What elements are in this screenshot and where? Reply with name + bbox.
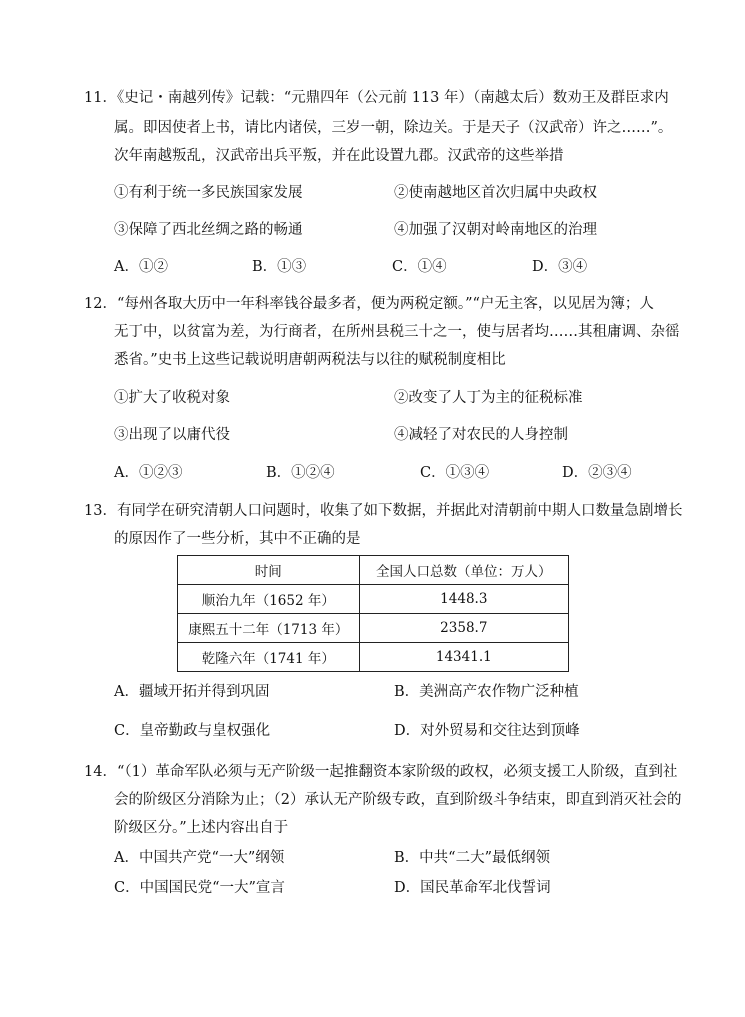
q12-statement-3: ③出现了以庸代役 xyxy=(114,427,230,443)
q14-stem-line-3: 阶级区分。”上述内容出自于 xyxy=(114,820,289,836)
q12-choice-b[interactable]: B．①②④ xyxy=(266,465,335,481)
q14-choice-a[interactable]: A．中国共产党“一大”纲领 xyxy=(114,850,285,866)
table-header-population: 全国人口总数（单位：万人） xyxy=(359,556,568,585)
q13-stem-line-2: 的原因作了一些分析，其中不正确的是 xyxy=(114,531,361,547)
table-header-time: 时间 xyxy=(178,556,360,585)
table-cell-time: 乾隆六年（1741 年） xyxy=(178,643,360,672)
q14-stem-line-2: 会的阶级区分消除为止；（2）承认无产阶级专政，直到阶级斗争结束，即直到消灭社会的 xyxy=(114,792,682,808)
q14-choice-d[interactable]: D．国民革命军北伐誓词 xyxy=(394,880,551,896)
q11-statement-4: ④加强了汉朝对岭南地区的治理 xyxy=(394,222,597,238)
q11-choice-b[interactable]: B．①③ xyxy=(252,259,307,275)
q11-choice-a[interactable]: A．①② xyxy=(114,259,168,275)
q12-stem-line-3: 悉省。”史书上这些记载说明唐朝两税法与以往的赋税制度相比 xyxy=(114,352,506,368)
q12-stem-line-1: 12．“每州各取大历中一年科率钱谷最多者，便为两税定额。”“户无主客，以见居为簿；人 xyxy=(84,296,654,312)
table-row xyxy=(178,614,569,643)
q13-choice-d[interactable]: D．对外贸易和交往达到顶峰 xyxy=(394,723,580,739)
q14-stem-line-1: 14．“（1）革命军队必须与无产阶级一起推翻资本家阶级的政权，必须支援工人阶级，直到社 xyxy=(84,764,678,780)
q12-statement-4: ④减轻了对农民的人身控制 xyxy=(394,427,568,443)
q11-choice-d[interactable]: D．③④ xyxy=(532,259,588,275)
q13-choice-a[interactable]: A．疆域开拓并得到巩固 xyxy=(114,684,270,700)
q12-stem-line-2: 无丁中，以贫富为差，为行商者，在所州县税三十之一，使与居者均……其租庸调、杂徭 xyxy=(114,324,680,340)
q12-statement-2: ②改变了人丁为主的征税标准 xyxy=(394,390,583,406)
q14-choice-c[interactable]: C．中国国民党“一大”宣言 xyxy=(114,880,285,896)
q13-stem-line-1: 13．有同学在研究清朝人口问题时，收集了如下数据，并据此对清朝前中期人口数量急剧增长 xyxy=(84,503,683,519)
table-cell-population: 2358.7 xyxy=(359,614,568,643)
table-cell-time: 康熙五十二年（1713 年） xyxy=(178,614,360,643)
q13-choice-b[interactable]: B．美洲高产农作物广泛种植 xyxy=(394,684,579,700)
table-header-row xyxy=(178,556,569,585)
q12-choice-d[interactable]: D．②③④ xyxy=(562,465,632,481)
q11-stem-line-2: 属。即因使者上书，请比内诸侯，三岁一朝，除边关。于是天子（汉武帝）许之……”。 xyxy=(114,120,673,136)
q13-choice-c[interactable]: C．皇帝勤政与皇权强化 xyxy=(114,723,271,739)
q14-choice-b[interactable]: B．中共“二大”最低纲领 xyxy=(394,850,550,866)
table-cell-population: 14341.1 xyxy=(359,643,568,672)
q11-stem-line-3: 次年南越叛乱，汉武帝出兵平叛，并在此设置九郡。汉武帝的这些举措 xyxy=(114,148,564,164)
q11-statement-2: ②使南越地区首次归属中央政权 xyxy=(394,185,597,201)
q12-choice-c[interactable]: C．①③④ xyxy=(420,465,490,481)
table-row xyxy=(178,643,569,672)
table-row xyxy=(178,585,569,614)
q12-statement-1: ①扩大了收税对象 xyxy=(114,390,230,406)
q12-choice-a[interactable]: A．①②③ xyxy=(114,465,183,481)
table-cell-population: 1448.3 xyxy=(359,585,568,614)
population-table xyxy=(177,555,569,672)
q11-statement-3: ③保障了西北丝绸之路的畅通 xyxy=(114,222,303,238)
q11-statement-1: ①有利于统一多民族国家发展 xyxy=(114,185,303,201)
q11-stem-line-1: 11．《史记・南越列传》记载：“元鼎四年（公元前 113 年）（南越太后）数劝王及群臣求内 xyxy=(84,90,669,106)
q11-choice-c[interactable]: C．①④ xyxy=(392,259,447,275)
table-cell-time: 顺治九年（1652 年） xyxy=(178,585,360,614)
